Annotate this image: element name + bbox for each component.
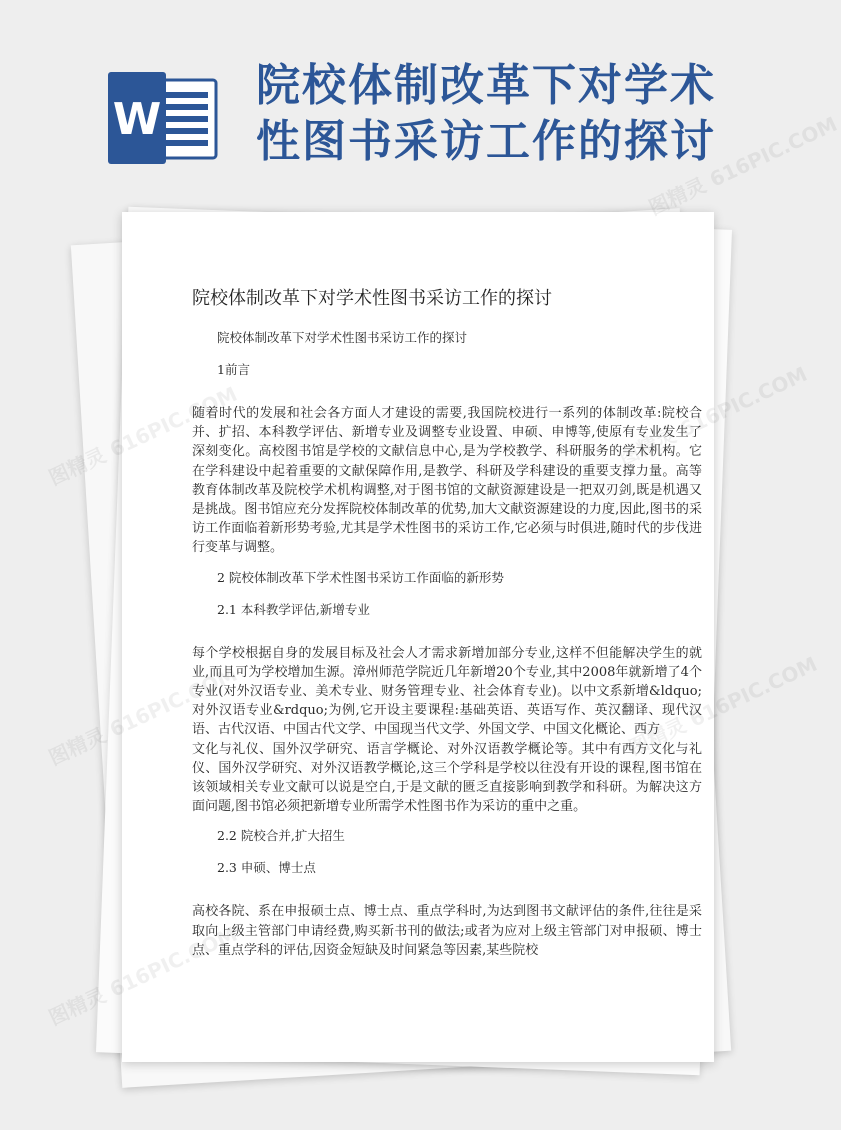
document-title: 院校体制改革下对学术性图书采访工作的探讨 xyxy=(192,288,552,309)
section-heading-2-3: 2.3 申硕、博士点 xyxy=(217,860,316,876)
paragraph-new-majors-a: 每个学校根据自身的发展目标及社会人才需求新增加部分专业,这样不但能解决学生的就业,而且可为学校增加生源。漳州师范学院近几年新增20个专业,其中2008年就新增了4个专业(对外汉语专业、美术专业、财务管理专业、社会体育专业)。以中文系新增&ldquo;对外汉语专业&rdquo;为例,它开设主要课程:基础英语、英语写作、英汉翻译、现代汉语、古代汉语、中国古代文学、中国现当代文学、外国文学、中国文化概论、西方 xyxy=(192,645,702,738)
watermark: 图精灵 616PIC.COM xyxy=(645,111,841,220)
section-heading-2-1: 2.1 本科教学评估,新增专业 xyxy=(217,601,370,617)
section-heading-2: 2 院校体制改革下学术性图书采访工作面临的新形势 xyxy=(217,569,504,585)
banner-title-line-1: 院校体制改革下对学术 xyxy=(256,60,716,111)
document-page xyxy=(122,212,714,1062)
document-subtitle: 院校体制改革下对学术性图书采访工作的探讨 xyxy=(217,330,468,345)
word-document-icon xyxy=(108,72,220,164)
watermark: 图精灵 xyxy=(45,722,110,770)
document-body xyxy=(192,328,702,970)
section-heading-1: 1前言 xyxy=(217,362,250,377)
watermark: 图精灵 616PIC.COM xyxy=(625,651,821,760)
watermark: 616PIC.COM xyxy=(675,361,811,442)
word-icon-letter: W xyxy=(112,94,162,145)
banner-title xyxy=(256,58,796,170)
paragraph-intro: 随着时代的发展和社会各方面人才建设的需要,我国院校进行一系列的体制改革:院校合并、扩招、本科教学评估、新增专业及调整专业设置、申硕、申博等,使原有专业发生了深刻变化。高校图书馆是学校的文献信息中心,是为学校教学、科研服务的学术机构。它在学科建设中起着重要的文献保障作用,是教学、科研及学科建设的重要支撑力量。高等教育体制改革及院校学术机构调整,对于图书馆的文献资源建设是一把双刃剑,既是机遇又是挑战。图书馆应充分发挥院校体制改革的优势,加大文献资源建设的力度,因此,图书的采访工作面临着新形势考验,尤其是学术性图书的采访工作,它必须与时俱进,随时代的步伐进行变革与调整。 xyxy=(192,406,702,556)
banner xyxy=(0,0,800,200)
paragraph-new-majors-b: 文化与礼仪、国外汉学研究、语言学概论、对外汉语教学概论等。其中有西方文化与礼仪、国外汉学研究、对外汉语教学概论,这三个学科是学校以往没有开设的课程,图书馆在该领域相关专业文献可以说是空白,于是文献的匮乏直接影响到教学和科研。为解决这方面问题,图书馆必须把新增专业所需学术性图书作为采访的重中之重。 xyxy=(192,741,702,815)
section-heading-2-2: 2.2 院校合并,扩大招生 xyxy=(217,828,345,844)
banner-title-line-2: 性图书采访工作的探讨 xyxy=(256,116,716,167)
paragraph-degree-points: 高校各院、系在申报硕士点、博士点、重点学科时,为达到图书文献评估的条件,往往是采取向上级主管部门申请经费,购买新书刊的做法;或者为应对上级主管部门对申报硕、博士点、重点学科的评估,因资金短缺及时间紧急等因素,某些院校 xyxy=(192,904,702,958)
watermark: 图精灵 xyxy=(45,982,110,1030)
watermark: 图精灵 xyxy=(45,442,110,490)
